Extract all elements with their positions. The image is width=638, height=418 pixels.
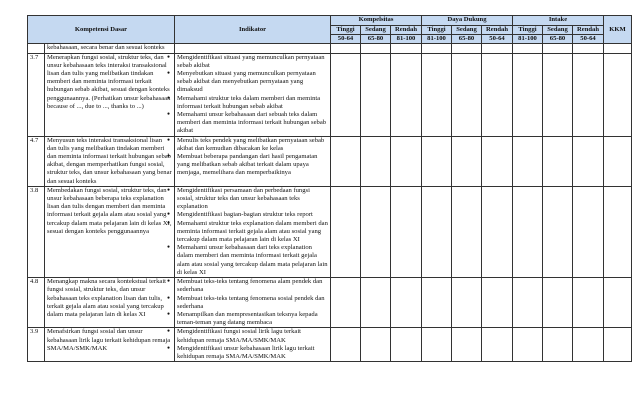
indicator-cell: [175, 186, 331, 277]
indicator-item: ● Memahami unsur kebahasaan dari teks explanation dalam memberi dan meminta informasi terkait gejala alam atau sosial yang tercakup dalam mata pelajaran lain di kelas XI: [177, 244, 328, 277]
score-cell: [331, 53, 361, 136]
header-range: 65-80: [452, 35, 482, 44]
header-level: Sedang: [543, 26, 573, 35]
indicator-item: ● Mengidentifikasi unsur kebahasaan lirik lagu terkait kehidupan remaja SMA/MA/SMK/MAK: [177, 345, 328, 361]
score-cell: [482, 136, 513, 186]
table-body: [28, 44, 632, 362]
header-daya-dukung: Daya Dukung: [422, 16, 513, 26]
score-cell: [422, 278, 452, 328]
header-level: Sedang: [361, 26, 391, 35]
score-cell: [573, 53, 604, 136]
kd-number: [28, 44, 45, 53]
table-row: [28, 328, 632, 362]
score-cell: [604, 136, 632, 186]
score-cell: [361, 186, 391, 277]
indicator-cell: [175, 44, 331, 53]
score-cell: [452, 328, 482, 362]
kd-description: Menafsirkan fungsi sosial dan unsur kebahasaan lirik lagu terkait kehidupan remaja SMA/MA/SMK/MAK: [45, 328, 175, 362]
score-cell: [331, 278, 361, 328]
header-level: Rendah: [391, 26, 422, 35]
score-cell: [331, 328, 361, 362]
score-cell: [604, 186, 632, 277]
header-intake: Intake: [513, 16, 604, 26]
header-range: 50-64: [482, 35, 513, 44]
header-kompelsitas: Kompelsitas: [331, 16, 422, 26]
indicator-list: [177, 278, 328, 327]
score-cell: [391, 278, 422, 328]
score-cell: [573, 328, 604, 362]
indicator-item: ● Menyebutkan situasi yang memunculkan pernyataan sebab akibat dan menyebutkan pernyataan yang dimaksud: [177, 70, 328, 95]
score-cell: [452, 186, 482, 277]
score-cell: [361, 136, 391, 186]
score-cell: [543, 328, 573, 362]
header-level: Sedang: [452, 26, 482, 35]
table-row: [28, 278, 632, 328]
header-indikator: Indikator: [175, 16, 331, 44]
score-cell: [573, 186, 604, 277]
indicator-cell: [175, 278, 331, 328]
score-cell: [482, 53, 513, 136]
indicator-list: [177, 187, 328, 277]
score-cell: [513, 278, 543, 328]
kd-number: 4.7: [28, 136, 45, 186]
score-cell: [391, 136, 422, 186]
score-cell: [422, 53, 452, 136]
kkm-table: [27, 15, 632, 362]
header-range: 81-100: [391, 35, 422, 44]
indicator-item: ● Memahami unsur kebahasaan dari sebuah teks dalam memberi dan meminta informasi terkait hubungan sebab akibat: [177, 111, 328, 136]
indicator-item: ● Membuat teks-teks tentang fenomena alam pendek dan sederhana: [177, 278, 328, 294]
kd-number: 4.8: [28, 278, 45, 328]
header-range: 50-64: [573, 35, 604, 44]
indicator-item: ● Membuat teks-teks tentang fenomena sosial pendek dan sederhana: [177, 295, 328, 311]
score-cell: [422, 328, 452, 362]
indicator-item: ● Mengidentifikasi bagian-bagian struktur teks report: [177, 211, 328, 219]
score-cell: [422, 186, 452, 277]
score-cell: [452, 136, 482, 186]
header-level: Tinggi: [513, 26, 543, 35]
score-cell: [543, 53, 573, 136]
score-cell: [361, 53, 391, 136]
score-cell: [331, 44, 361, 53]
score-cell: [573, 44, 604, 53]
score-cell: [391, 186, 422, 277]
score-cell: [391, 44, 422, 53]
indicator-item: ● Mengidentifikasi situasi yang memunculkan pernyataan sebab akibat: [177, 54, 328, 70]
header-kompetensi-dasar: Kompetensi Dasar: [28, 16, 175, 44]
score-cell: [361, 278, 391, 328]
table-row: [28, 53, 632, 136]
score-cell: [543, 44, 573, 53]
score-cell: [482, 278, 513, 328]
indicator-item: ● Memahami struktur teks explanation dalam memberi dan meminta informasi terkait gejala alam atau sosial yang tercakup dalam mata pelajaran lain di kelas XI: [177, 220, 328, 245]
kd-number: 3.9: [28, 328, 45, 362]
score-cell: [573, 278, 604, 328]
score-cell: [513, 328, 543, 362]
header-level: Rendah: [573, 26, 604, 35]
indicator-list: [177, 137, 328, 178]
kd-description: Menyusun teks interaksi transaksional lisan dan tulis yang melibatkan tindakan memberi dan meminta informasi terkait hubungan sebab akibat, dengan memperhatikan fungsi sosial, struktur teks, dan unsur kebahasaan yang benar dan sesuai konteks: [45, 136, 175, 186]
score-cell: [391, 328, 422, 362]
score-cell: [604, 44, 632, 53]
score-cell: [604, 328, 632, 362]
score-cell: [604, 53, 632, 136]
header-range: 81-100: [422, 35, 452, 44]
indicator-item: ● Membuat beberapa pandangan dari hasil pengamatan yang melibatkan sebab akibat terkait dalam upaya menjaga, memelihara dan memperbaikinya: [177, 153, 328, 178]
indicator-item: ● Menampilkan dan mempresentasikan teksnya kepada teman-teman yang datang membaca: [177, 311, 328, 327]
kd-description: Membedakan fungsi sosial, struktur teks, dan unsur kebahasaan beberapa teks explanation lisan dan tulis dengan memberi dan meminta informasi terkait gejala alam atau sosial yang tercakup dalam mata pelajaran lain di kelas XI, sesuai dengan konteks penggunaannya: [45, 186, 175, 277]
table-row: [28, 186, 632, 277]
indicator-item: ● Mengidentifikasi fungsi sosial lirik lagu terkait kehidupan remaja SMA/MA/SMK/MAK: [177, 328, 328, 344]
indicator-cell: [175, 136, 331, 186]
header-range: 65-80: [361, 35, 391, 44]
indicator-list: [177, 54, 328, 136]
score-cell: [452, 44, 482, 53]
score-cell: [331, 136, 361, 186]
indicator-cell: [175, 53, 331, 136]
indicator-list: [177, 328, 328, 361]
score-cell: [482, 186, 513, 277]
header-level: Rendah: [482, 26, 513, 35]
score-cell: [331, 186, 361, 277]
score-cell: [604, 278, 632, 328]
header-range: 50-64: [331, 35, 361, 44]
kd-description: Menerapkan fungsi sosial, struktur teks, dan unsur kebahasaan teks interaksi transaksional lisan dan tulis yang melibatkan tindakan memberi dan meminta informasi terkait hubungan sebab akibat, sesuai dengan konteks penggunaannya. (Perhatikan unsur kebahasaan because of ..., due to ..., thanks to ...): [45, 53, 175, 136]
score-cell: [513, 136, 543, 186]
score-cell: [361, 44, 391, 53]
indicator-item: ● Menulis teks pendek yang melibatkan pernyataan sebab akibat dan kemudian dibacakan ke kelas: [177, 137, 328, 153]
kd-number: 3.7: [28, 53, 45, 136]
table-row: [28, 44, 632, 53]
table-header: [28, 16, 632, 44]
score-cell: [361, 328, 391, 362]
score-cell: [391, 53, 422, 136]
score-cell: [422, 44, 452, 53]
score-cell: [482, 44, 513, 53]
header-kkm: KKM: [604, 16, 632, 44]
score-cell: [543, 186, 573, 277]
score-cell: [452, 53, 482, 136]
score-cell: [513, 44, 543, 53]
table-row: [28, 136, 632, 186]
kd-number: 3.8: [28, 186, 45, 277]
kd-description: kebahasaan, secara benar dan sesuai konteks: [45, 44, 175, 53]
header-range: 65-80: [543, 35, 573, 44]
score-cell: [543, 136, 573, 186]
score-cell: [543, 278, 573, 328]
score-cell: [482, 328, 513, 362]
score-cell: [573, 136, 604, 186]
kd-description: Menangkap makna secara kontekstual terkait fungsi sosial, struktur teks, dan unsur kebahasaan teks explanation lisan dan tulis, terkait gejala alam atau sosial yang tercakup dalam mata pelajaran lain di kelas XI: [45, 278, 175, 328]
header-level: Tinggi: [422, 26, 452, 35]
score-cell: [422, 136, 452, 186]
score-cell: [513, 186, 543, 277]
score-cell: [513, 53, 543, 136]
indicator-item: ● Memahami struktur teks dalam memberi dan meminta informasi terkait hubungan sebab akibat: [177, 95, 328, 111]
indicator-cell: [175, 328, 331, 362]
score-cell: [452, 278, 482, 328]
indicator-item: ● Mengidentifikasi persamaan dan perbedaan fungsi sosial, struktur teks dan unsur kebahasaan teks explanation: [177, 187, 328, 212]
header-range: 81-100: [513, 35, 543, 44]
header-level: Tinggi: [331, 26, 361, 35]
